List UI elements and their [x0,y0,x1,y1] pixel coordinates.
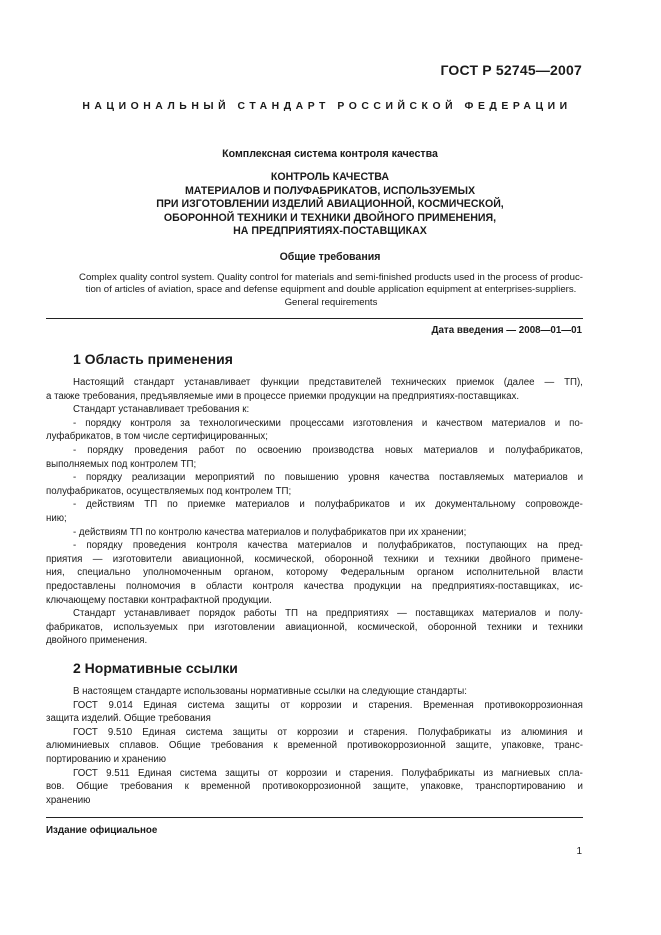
english-title-line: Complex quality control system. Quality control for materials and semi-finished products used in the process of produc- [79,272,583,283]
text-line: вов. Общие требования к временной противокоррозионной защите, упаковке, транспортированию и [46,781,583,793]
english-title [46,272,616,309]
text-line: - порядку контроля за технологическими процессами изготовления и качеством материалов и по- [73,417,583,429]
english-title-line: General requirements [284,296,378,308]
page-number: 1 [576,846,582,857]
text-line: луфабрикатов, в том числе сертифицированных; [46,431,268,443]
main-title-line: КОНТРОЛЬ КАЧЕСТВА [270,171,390,183]
text-line: В настоящем стандарте использованы нормативные ссылки на следующие стандарты: [73,686,467,697]
system-title: Комплексная система контроля качества [222,148,438,160]
text-line: предоставлены полномочия в области контроля качества продукции на предприятиях-поставщиках, ис- [46,580,583,592]
text-line: - порядку проведения работ по освоению производства новых материалов и полуфабрикатов, [73,444,583,456]
text-line: двойного применения. [46,635,148,647]
text-line: ключающему поставки контрафактной продукции. [46,594,272,606]
section-2-heading: 2 Нормативные ссылки [73,660,238,676]
footer-divider [46,817,583,818]
section-1-heading: 1 Область применения [73,351,233,367]
main-title-line: НА ПРЕДПРИЯТИЯХ-ПОСТАВЩИКАХ [233,225,427,238]
text-line: - порядку проведения контроля качества материалов и полуфабрикатов, поступающих на пред- [73,540,583,552]
general-requirements-subtitle: Общие требования [279,251,381,263]
english-title-line: tion of articles of aviation, space and defense equipment and double application equipment at enterprises-suppliers. [85,284,577,296]
main-title [60,171,600,239]
text-line: Настоящий стандарт устанавливает функции представителей технических приемок (далее — ТП), [73,377,583,388]
text-line: выполняемых под контролем ТП; [46,458,197,470]
text-line: - порядку реализации мероприятий по повышению уровня качества поставляемых материалов и [73,472,583,484]
text-line: а также требования, предъявляемые ими в процессе приемки продукции на предприятиях-поставщиках. [46,390,520,402]
official-edition-label: Издание официальное [46,825,158,836]
text-line: Стандарт устанавливает порядок работы ТП на предприятиях — поставщиках материалов и полу- [73,608,583,620]
main-title-line: ОБОРОННОЙ ТЕХНИКИ И ТЕХНИКИ ДВОЙНОГО ПРИМЕНЕНИЯ, [163,211,497,224]
section-1-body [46,376,583,648]
text-line: фабрикатов, используемых при изготовлении авиационной, космической, оборонной техники и техники [46,621,583,633]
text-line: - действиям ТП по приемке материалов и полуфабрикатов и их документальному сопровожде- [73,499,583,511]
text-line: хранению [46,794,91,806]
text-line: защита изделий. Общие требования [46,713,211,725]
main-title-line: МАТЕРИАЛОВ И ПОЛУФАБРИКАТОВ, ИСПОЛЬЗУЕМЫХ [184,184,476,197]
text-line: ГОСТ 9.511 Единая система защиты от коррозии и старения. Полуфабрикаты из магниевых спла- [73,767,583,779]
text-line: нию; [46,512,67,524]
text-line: ГОСТ 9.510 Единая система защиты от коррозии и старения. Полуфабрикаты из алюминия и [73,726,583,738]
main-title-line: ПРИ ИЗГОТОВЛЕНИИ ИЗДЕЛИЙ АВИАЦИОННОЙ, КОСМИЧЕСКОЙ, [156,198,504,211]
text-line: приятия — изготовители авиационной, космической, оборонной техники и техники двойного примене- [46,553,583,565]
text-line: ния, специально уполномоченным органом, которому Федеральным органом исполнительной власти [46,567,583,579]
text-line: ГОСТ 9.014 Единая система защиты от коррозии и старения. Временная противокоррозионная [73,699,583,711]
text-line: - действиям ТП по контролю качества материалов и полуфабрикатов при их хранении; [73,526,467,538]
national-standard-title: НАЦИОНАЛЬНЫЙ СТАНДАРТ РОССИЙСКОЙ ФЕДЕРАЦИИ [82,101,572,112]
effective-date: Дата введения — 2008—01—01 [431,325,582,336]
top-divider [46,318,583,319]
document-number: ГОСТ Р 52745—2007 [440,62,582,78]
text-line: полуфабрикатов, осуществляемых под контролем ТП; [46,485,292,497]
section-2-body [46,685,583,807]
text-line: алюминиевых сплавов. Общие требования к временной противокоррозионной защите, упаковке, транс- [46,740,583,752]
text-line: Стандарт устанавливает требования к: [73,404,250,416]
text-line: портированию и хранению [46,753,167,765]
